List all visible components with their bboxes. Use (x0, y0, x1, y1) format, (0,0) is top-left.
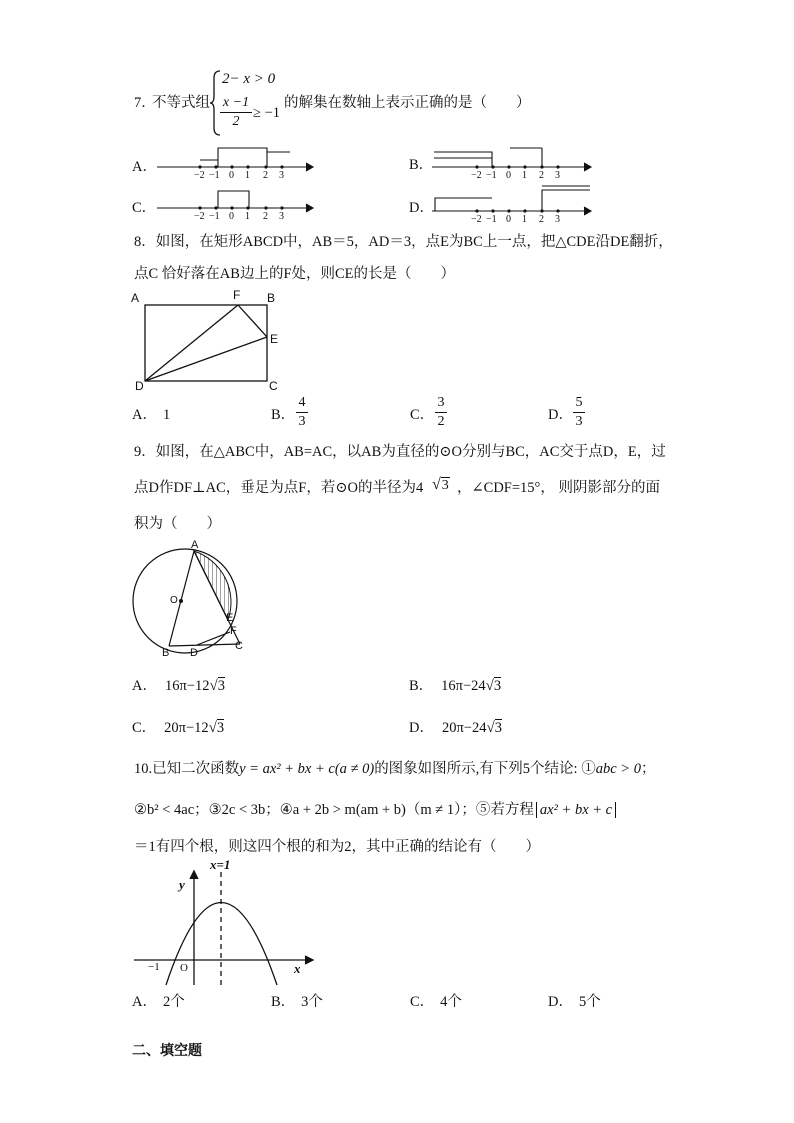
q9-label-d: D (190, 647, 198, 659)
q10-option-c: C． 4个 (410, 994, 462, 1010)
q7-frac-den: 2 (232, 114, 240, 129)
q10-option-a: A． 2个 (132, 994, 185, 1010)
q8-option-c-fraction: 3 2 (435, 396, 447, 429)
q8-option-c-letter: C． (410, 407, 435, 423)
q9-line-2b: ，∠CDF=15°， 则阴影部分的面 (457, 480, 660, 496)
q9-label-e: E (226, 612, 234, 624)
q9-line-3: 积为（ ） (134, 516, 221, 532)
q8-label-c: C (269, 379, 278, 393)
q10-line-2: ②b² < 4ac；③2c < 3b；④a + 2b > m(am + b)（m ≠ 1）；⑤若方程 ax² + bx + c (134, 803, 616, 818)
q9-option-a: A． 16π−12√3 (132, 678, 225, 694)
q9-label-f: F (230, 625, 237, 637)
q7-number: 7． (134, 95, 156, 111)
q10-line-3: ＝1有四个根，则这四个根的和为2，其中正确的结论有（ ） (134, 839, 540, 855)
q7-prefix: 不等式组 (152, 95, 210, 111)
q7-option-d: D． (409, 200, 434, 216)
section-title-fill-in: 二、填空题 (132, 1042, 202, 1058)
q8-option-d-letter: D． (548, 407, 573, 423)
q7-inequality-1: 2− x > 0 (222, 71, 276, 87)
q8-label-d: D (135, 379, 144, 393)
q10-neg1-label: −1 (148, 961, 160, 973)
q8-label-e: E (270, 332, 279, 346)
q8-option-b-letter: B． (271, 407, 296, 423)
q9-label-a: A (191, 539, 199, 551)
q10-y-axis-label: y (179, 877, 185, 892)
q10-x-axis-label: x (294, 961, 301, 976)
q9-radical: √3 (432, 476, 449, 493)
q7-option-a: A． (132, 159, 157, 175)
q9-option-d: D． 20π−24√3 (409, 720, 502, 736)
q9-option-b: B． 16π−24√3 (409, 678, 502, 694)
q8-line-1: 8．如图，在矩形ABCD中，AB＝5，AD＝3，点E为BC上一点，把△CDE沿DE翻折， (134, 234, 673, 250)
q7-option-c: C． (132, 200, 157, 216)
q10-origin-label: O (180, 962, 188, 974)
q8-label-f: F (233, 288, 241, 302)
q9-option-c: C． 20π−12√3 (132, 720, 225, 736)
q9-label-b: B (162, 647, 170, 659)
q10-option-b: B． 3个 (271, 994, 323, 1010)
q8-label-a: A (131, 291, 140, 305)
q9-label-o: O (170, 595, 178, 606)
q7-inequality-2-rhs: ≥ −1 (253, 105, 281, 121)
q8-label-b: B (267, 291, 276, 305)
q9-line-2a: 点D作DF⊥AC，垂足为点F，若⊙O的半径为4 (134, 480, 424, 496)
q9-label-c: C (235, 640, 243, 652)
q10-line-1: 10.已知二次函数y = ax² + bx + c(a ≠ 0)的图象如图所示,有下列5个结论: ①abc > 0； (134, 761, 656, 777)
q8-option-b-fraction: 4 3 (296, 396, 308, 429)
q8-option-a: A． 1 (132, 407, 171, 423)
q7-option-b: B． (409, 157, 434, 173)
q9-line-1: 9．如图，在△ABC中，AB=AC，以AB为直径的⊙O分别与BC，AC交于点D，E，过 (134, 444, 666, 460)
q8-line-2: 点C 恰好落在AB边上的F处，则CE的长是（ ） (134, 266, 456, 282)
q10-axis-of-symmetry-label: x=1 (210, 857, 231, 872)
q7-frac-num: x −1 (222, 95, 250, 110)
q8-option-d-fraction: 5 3 (573, 396, 585, 429)
q7-suffix: 的解集在数轴上表示正确的是（ ） (284, 95, 531, 111)
q10-option-d: D． 5个 (548, 994, 601, 1010)
